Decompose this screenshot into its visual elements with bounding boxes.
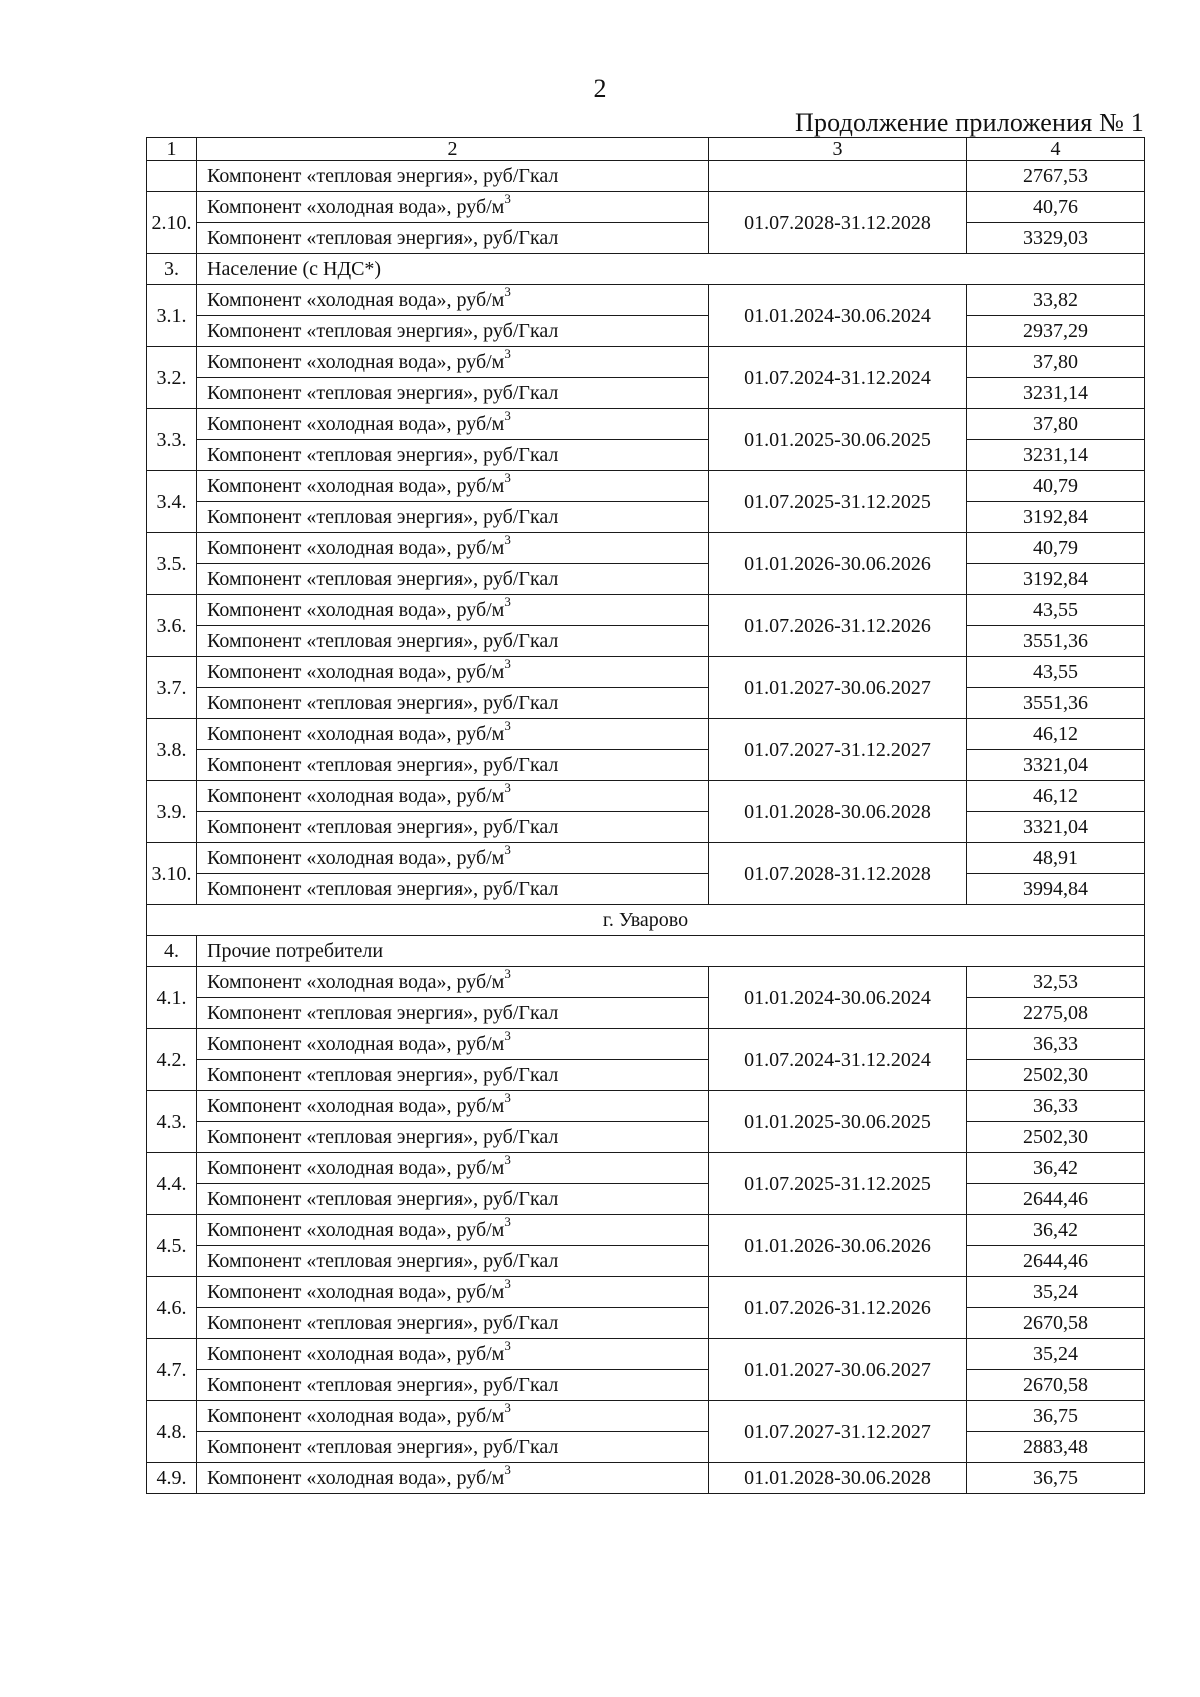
water-tariff-value: 37,80 [967, 409, 1145, 440]
group-3-2-heat-row [147, 378, 1145, 409]
row-number: 4.3. [147, 1091, 197, 1153]
component-label [197, 1029, 709, 1060]
page-number: 2 [593, 74, 607, 103]
group-3-8-water-row [147, 719, 1145, 750]
group-3-9-heat-row [147, 812, 1145, 843]
component-label: Компонент «тепловая энергия», руб/Гкал [197, 626, 709, 657]
heat-tariff-value: 3329,03 [967, 223, 1145, 254]
cold-water-label: Компонент «холодная вода», [207, 351, 457, 373]
water-tariff-value: 36,75 [967, 1463, 1145, 1494]
period-cell: 01.07.2027-31.12.2027 [709, 1401, 967, 1463]
group-3-2-water-row [147, 347, 1145, 378]
unit-label: руб/м [456, 1219, 505, 1241]
group-4-2-water-row [147, 1029, 1145, 1060]
heat-tariff-value: 3231,14 [967, 440, 1145, 471]
carryover-row [147, 161, 1145, 192]
row-number: 4.1. [147, 967, 197, 1029]
group-3-4-water-row [147, 471, 1145, 502]
period-cell: 01.01.2028-30.06.2028 [709, 781, 967, 843]
water-tariff-value: 40,79 [967, 471, 1145, 502]
cold-water-label: Компонент «холодная вода», [207, 1219, 457, 1241]
component-label: Компонент «тепловая энергия», руб/Гкал [197, 502, 709, 533]
unit-label: руб/м [456, 599, 505, 621]
row-number: 4.9. [147, 1463, 197, 1494]
unit-label: руб/м [456, 1467, 505, 1489]
component-label: Компонент «тепловая энергия», руб/Гкал [197, 440, 709, 471]
row-number: 3.9. [147, 781, 197, 843]
cold-water-label: Компонент «холодная вода», [207, 971, 457, 993]
heat-tariff-value: 2502,30 [967, 1060, 1145, 1091]
component-label: Компонент «тепловая энергия», руб/Гкал [197, 1184, 709, 1215]
heat-tariff-value: 3321,04 [967, 750, 1145, 781]
heat-tariff-value: 3231,14 [967, 378, 1145, 409]
period-cell [709, 161, 967, 192]
cold-water-label: Компонент «холодная вода», [207, 661, 457, 683]
water-tariff-value: 40,79 [967, 533, 1145, 564]
period-cell: 01.07.2024-31.12.2024 [709, 347, 967, 409]
row-number: 3.1. [147, 285, 197, 347]
heat-tariff-value: 3551,36 [967, 626, 1145, 657]
component-label [197, 843, 709, 874]
row-number: 4.8. [147, 1401, 197, 1463]
group-3-8-heat-row [147, 750, 1145, 781]
cold-water-label: Компонент «холодная вода», [207, 785, 457, 807]
group-4-1-water-row [147, 967, 1145, 998]
section-title: Прочие потребители [197, 936, 1145, 967]
section-number: 3. [147, 254, 197, 285]
period-cell: 01.01.2024-30.06.2024 [709, 967, 967, 1029]
period-cell: 01.01.2024-30.06.2024 [709, 285, 967, 347]
group-4-6-heat-row [147, 1308, 1145, 1339]
unit-exponent: 3 [504, 1028, 511, 1044]
row-number: 4.6. [147, 1277, 197, 1339]
unit-exponent: 3 [504, 408, 511, 424]
unit-exponent: 3 [504, 1090, 511, 1106]
water-tariff-value: 36,75 [967, 1401, 1145, 1432]
row-number: 3.2. [147, 347, 197, 409]
heat-tariff-value: 3192,84 [967, 502, 1145, 533]
group-4-5-heat-row [147, 1246, 1145, 1277]
row-number: 4.5. [147, 1215, 197, 1277]
water-tariff-value: 33,82 [967, 285, 1145, 316]
unit-exponent: 3 [504, 346, 511, 362]
water-tariff-value: 43,55 [967, 595, 1145, 626]
component-label: Компонент «тепловая энергия», руб/Гкал [197, 161, 709, 192]
unit-exponent: 3 [504, 842, 511, 858]
component-label: Компонент «тепловая энергия», руб/Гкал [197, 812, 709, 843]
group-3-6-water-row [147, 595, 1145, 626]
row-number: 2.10. [147, 192, 197, 254]
component-label [197, 1277, 709, 1308]
component-label [197, 471, 709, 502]
component-label: Компонент «тепловая энергия», руб/Гкал [197, 874, 709, 905]
section-number: 4. [147, 936, 197, 967]
group-4-4-heat-row [147, 1184, 1145, 1215]
group-3-1-water-row [147, 285, 1145, 316]
period-cell: 01.01.2025-30.06.2025 [709, 409, 967, 471]
water-tariff-value: 32,53 [967, 967, 1145, 998]
group-3-6-heat-row [147, 626, 1145, 657]
cold-water-label: Компонент «холодная вода», [207, 723, 457, 745]
component-label: Компонент «тепловая энергия», руб/Гкал [197, 1060, 709, 1091]
component-label [197, 1153, 709, 1184]
component-label: Компонент «тепловая энергия», руб/Гкал [197, 223, 709, 254]
unit-exponent: 3 [504, 1214, 511, 1230]
period-cell: 01.07.2025-31.12.2025 [709, 1153, 967, 1215]
heat-tariff-value: 2275,08 [967, 998, 1145, 1029]
group-3-4-heat-row [147, 502, 1145, 533]
section-row-3 [147, 254, 1145, 285]
group-2-10-water-row [147, 192, 1145, 223]
heat-tariff-value: 2670,58 [967, 1308, 1145, 1339]
unit-label: руб/м [456, 196, 505, 218]
component-label [197, 533, 709, 564]
component-label: Компонент «тепловая энергия», руб/Гкал [197, 1432, 709, 1463]
unit-label: руб/м [456, 413, 505, 435]
unit-label: руб/м [456, 785, 505, 807]
heat-tariff-value: 3192,84 [967, 564, 1145, 595]
cold-water-label: Компонент «холодная вода», [207, 599, 457, 621]
period-cell: 01.01.2027-30.06.2027 [709, 1339, 967, 1401]
unit-label: руб/м [456, 1281, 505, 1303]
component-label [197, 719, 709, 750]
row-number: 3.6. [147, 595, 197, 657]
unit-label: руб/м [456, 475, 505, 497]
heat-tariff-value: 2502,30 [967, 1122, 1145, 1153]
section-row-4 [147, 936, 1145, 967]
unit-label: руб/м [456, 289, 505, 311]
row-number: 3.4. [147, 471, 197, 533]
water-tariff-value: 40,76 [967, 192, 1145, 223]
header-col-2: 2 [197, 138, 709, 161]
tariff-value: 2767,53 [967, 161, 1145, 192]
group-3-7-heat-row [147, 688, 1145, 719]
group-3-5-water-row [147, 533, 1145, 564]
component-label [197, 1339, 709, 1370]
period-cell: 01.07.2027-31.12.2027 [709, 719, 967, 781]
group-3-3-water-row [147, 409, 1145, 440]
period-cell: 01.01.2025-30.06.2025 [709, 1091, 967, 1153]
unit-label: руб/м [456, 1343, 505, 1365]
period-cell: 01.01.2026-30.06.2026 [709, 1215, 967, 1277]
group-4-2-heat-row [147, 1060, 1145, 1091]
water-tariff-value: 46,12 [967, 781, 1145, 812]
group-3-3-heat-row [147, 440, 1145, 471]
water-tariff-value: 35,24 [967, 1339, 1145, 1370]
cold-water-label: Компонент «холодная вода», [207, 289, 457, 311]
group-4-7-water-row [147, 1339, 1145, 1370]
group-3-10-water-row [147, 843, 1145, 874]
cold-water-label: Компонент «холодная вода», [207, 196, 457, 218]
unit-exponent: 3 [504, 1276, 511, 1292]
cold-water-label: Компонент «холодная вода», [207, 847, 457, 869]
period-cell: 01.07.2024-31.12.2024 [709, 1029, 967, 1091]
water-tariff-value: 36,33 [967, 1091, 1145, 1122]
unit-exponent: 3 [504, 284, 511, 300]
unit-exponent: 3 [504, 780, 511, 796]
period-cell: 01.01.2026-30.06.2026 [709, 533, 967, 595]
unit-exponent: 3 [504, 594, 511, 610]
group-2-10-heat-row [147, 223, 1145, 254]
component-label: Компонент «тепловая энергия», руб/Гкал [197, 1122, 709, 1153]
heat-tariff-value: 2644,46 [967, 1246, 1145, 1277]
unit-label: руб/м [456, 847, 505, 869]
component-label [197, 1091, 709, 1122]
component-label: Компонент «тепловая энергия», руб/Гкал [197, 316, 709, 347]
cold-water-label: Компонент «холодная вода», [207, 1281, 457, 1303]
cold-water-label: Компонент «холодная вода», [207, 537, 457, 559]
unit-exponent: 3 [504, 656, 511, 672]
row-number: 3.5. [147, 533, 197, 595]
component-label: Компонент «тепловая энергия», руб/Гкал [197, 1308, 709, 1339]
header-col-1: 1 [147, 138, 197, 161]
component-label: Компонент «тепловая энергия», руб/Гкал [197, 1246, 709, 1277]
component-label: Компонент «тепловая энергия», руб/Гкал [197, 750, 709, 781]
component-label [197, 657, 709, 688]
unit-exponent: 3 [504, 1462, 511, 1478]
header-row [147, 138, 1145, 161]
tariff-table-body [147, 138, 1145, 1494]
group-4-7-heat-row [147, 1370, 1145, 1401]
heat-tariff-value: 3994,84 [967, 874, 1145, 905]
group-3-9-water-row [147, 781, 1145, 812]
component-label [197, 409, 709, 440]
unit-exponent: 3 [504, 1152, 511, 1168]
unit-label: руб/м [456, 1405, 505, 1427]
unit-label: руб/м [456, 351, 505, 373]
unit-label: руб/м [456, 537, 505, 559]
water-tariff-value: 36,42 [967, 1153, 1145, 1184]
heat-tariff-value: 2644,46 [967, 1184, 1145, 1215]
group-4-1-heat-row [147, 998, 1145, 1029]
unit-label: руб/м [456, 1033, 505, 1055]
tariff-table [146, 137, 1145, 1494]
water-tariff-value: 46,12 [967, 719, 1145, 750]
cold-water-label: Компонент «холодная вода», [207, 1157, 457, 1179]
period-cell: 01.07.2028-31.12.2028 [709, 843, 967, 905]
unit-label: руб/м [456, 723, 505, 745]
heat-tariff-value: 2937,29 [967, 316, 1145, 347]
cold-water-label: Компонент «холодная вода», [207, 1467, 457, 1489]
appendix-caption: Продолжение приложения № 1 [794, 108, 1144, 137]
period-cell: 01.07.2025-31.12.2025 [709, 471, 967, 533]
period-cell: 01.01.2028-30.06.2028 [709, 1463, 967, 1494]
unit-exponent: 3 [504, 718, 511, 734]
row-number: 4.4. [147, 1153, 197, 1215]
component-label [197, 781, 709, 812]
unit-label: руб/м [456, 1157, 505, 1179]
heat-tariff-value: 3321,04 [967, 812, 1145, 843]
group-4-3-water-row [147, 1091, 1145, 1122]
component-label [197, 1463, 709, 1494]
unit-exponent: 3 [504, 966, 511, 982]
unit-label: руб/м [456, 661, 505, 683]
section-title: Население (с НДС*) [197, 254, 1145, 285]
row-number: 3.7. [147, 657, 197, 719]
group-4-3-heat-row [147, 1122, 1145, 1153]
water-tariff-value: 36,42 [967, 1215, 1145, 1246]
row-number: 3.3. [147, 409, 197, 471]
group-4-4-water-row [147, 1153, 1145, 1184]
component-label [197, 285, 709, 316]
period-cell: 01.07.2026-31.12.2026 [709, 1277, 967, 1339]
row-number: 3.8. [147, 719, 197, 781]
water-tariff-value: 35,24 [967, 1277, 1145, 1308]
group-4-8-heat-row [147, 1432, 1145, 1463]
cold-water-label: Компонент «холодная вода», [207, 1343, 457, 1365]
heat-tariff-value: 3551,36 [967, 688, 1145, 719]
component-label: Компонент «тепловая энергия», руб/Гкал [197, 688, 709, 719]
group-4-5-water-row [147, 1215, 1145, 1246]
group-3-1-heat-row [147, 316, 1145, 347]
cold-water-label: Компонент «холодная вода», [207, 1405, 457, 1427]
component-label: Компонент «тепловая энергия», руб/Гкал [197, 378, 709, 409]
cold-water-label: Компонент «холодная вода», [207, 1095, 457, 1117]
row-number [147, 161, 197, 192]
row-number: 3.10. [147, 843, 197, 905]
city-row [147, 905, 1145, 936]
header-col-3: 3 [709, 138, 967, 161]
component-label [197, 1401, 709, 1432]
group-4-9-water-row [147, 1463, 1145, 1494]
cold-water-label: Компонент «холодная вода», [207, 1033, 457, 1055]
component-label [197, 1215, 709, 1246]
group-3-5-heat-row [147, 564, 1145, 595]
group-3-10-heat-row [147, 874, 1145, 905]
component-label: Компонент «тепловая энергия», руб/Гкал [197, 998, 709, 1029]
period-cell: 01.01.2027-30.06.2027 [709, 657, 967, 719]
component-label [197, 192, 709, 223]
water-tariff-value: 43,55 [967, 657, 1145, 688]
unit-exponent: 3 [504, 1400, 511, 1416]
water-tariff-value: 48,91 [967, 843, 1145, 874]
component-label [197, 967, 709, 998]
group-4-6-water-row [147, 1277, 1145, 1308]
water-tariff-value: 37,80 [967, 347, 1145, 378]
component-label [197, 595, 709, 626]
water-tariff-value: 36,33 [967, 1029, 1145, 1060]
header-col-4: 4 [967, 138, 1145, 161]
component-label [197, 347, 709, 378]
heat-tariff-value: 2883,48 [967, 1432, 1145, 1463]
component-label: Компонент «тепловая энергия», руб/Гкал [197, 1370, 709, 1401]
unit-exponent: 3 [504, 532, 511, 548]
group-4-8-water-row [147, 1401, 1145, 1432]
cold-water-label: Компонент «холодная вода», [207, 413, 457, 435]
unit-exponent: 3 [504, 1338, 511, 1354]
row-number: 4.7. [147, 1339, 197, 1401]
group-3-7-water-row [147, 657, 1145, 688]
period-cell: 01.07.2028-31.12.2028 [709, 192, 967, 254]
unit-exponent: 3 [504, 470, 511, 486]
component-label: Компонент «тепловая энергия», руб/Гкал [197, 564, 709, 595]
heat-tariff-value: 2670,58 [967, 1370, 1145, 1401]
row-number: 4.2. [147, 1029, 197, 1091]
unit-label: руб/м [456, 1095, 505, 1117]
cold-water-label: Компонент «холодная вода», [207, 475, 457, 497]
unit-exponent: 3 [504, 191, 511, 207]
period-cell: 01.07.2026-31.12.2026 [709, 595, 967, 657]
city-heading: г. Уварово [147, 905, 1145, 936]
unit-label: руб/м [456, 971, 505, 993]
